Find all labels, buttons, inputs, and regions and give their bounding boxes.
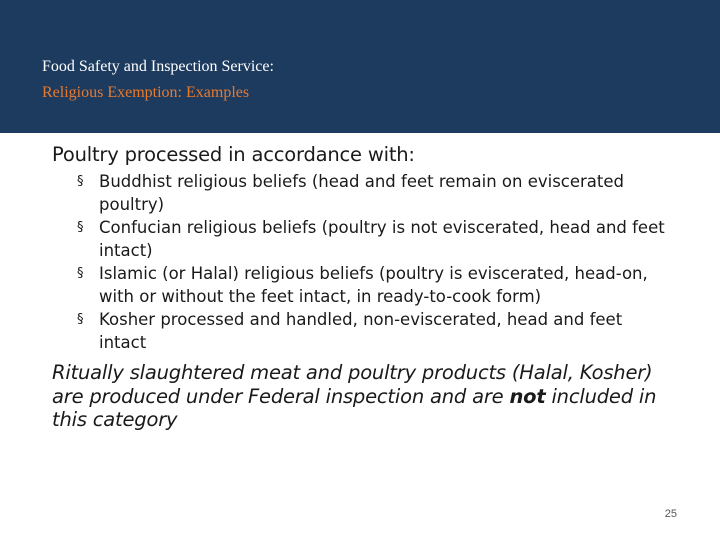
slide-subtitle: Religious Exemption: Examples [42,84,250,101]
note-text-part-2: included in this category [52,384,657,431]
list-item [52,170,665,216]
list-item [52,262,665,308]
square-bullet-icon: § [77,220,84,235]
list-item-text: Confucian religious beliefs (poultry is not eviscerated, head and feet intact) [99,218,665,260]
list-item-text: Buddhist religious beliefs (head and feet remain on eviscerated poultry) [99,172,625,214]
bullet-list [52,170,692,354]
list-item [52,216,665,262]
slide-title: Food Safety and Inspection Service: [42,58,274,75]
lead-text: Poultry processed in accordance with: [52,143,415,166]
square-bullet-icon: § [77,174,84,189]
list-item-text: Kosher processed and handled, non-eviscerated, head and feet intact [99,310,623,352]
slide-body [52,141,692,432]
note-text-part-1: Ritually slaughtered meat and poultry products (Halal, Kosher) are produced under Federal inspection and are [52,361,653,408]
page-number: 25 [664,508,677,520]
italic-note [52,361,672,432]
square-bullet-icon: § [77,266,84,281]
list-item [52,308,665,354]
slide-header [0,0,720,133]
list-item-text: Islamic (or Halal) religious beliefs (poultry is eviscerated, head-on, with or without the feet intact, in ready-to-cook form) [99,264,648,306]
square-bullet-icon: § [77,312,84,327]
note-emphasis: not [509,384,546,408]
